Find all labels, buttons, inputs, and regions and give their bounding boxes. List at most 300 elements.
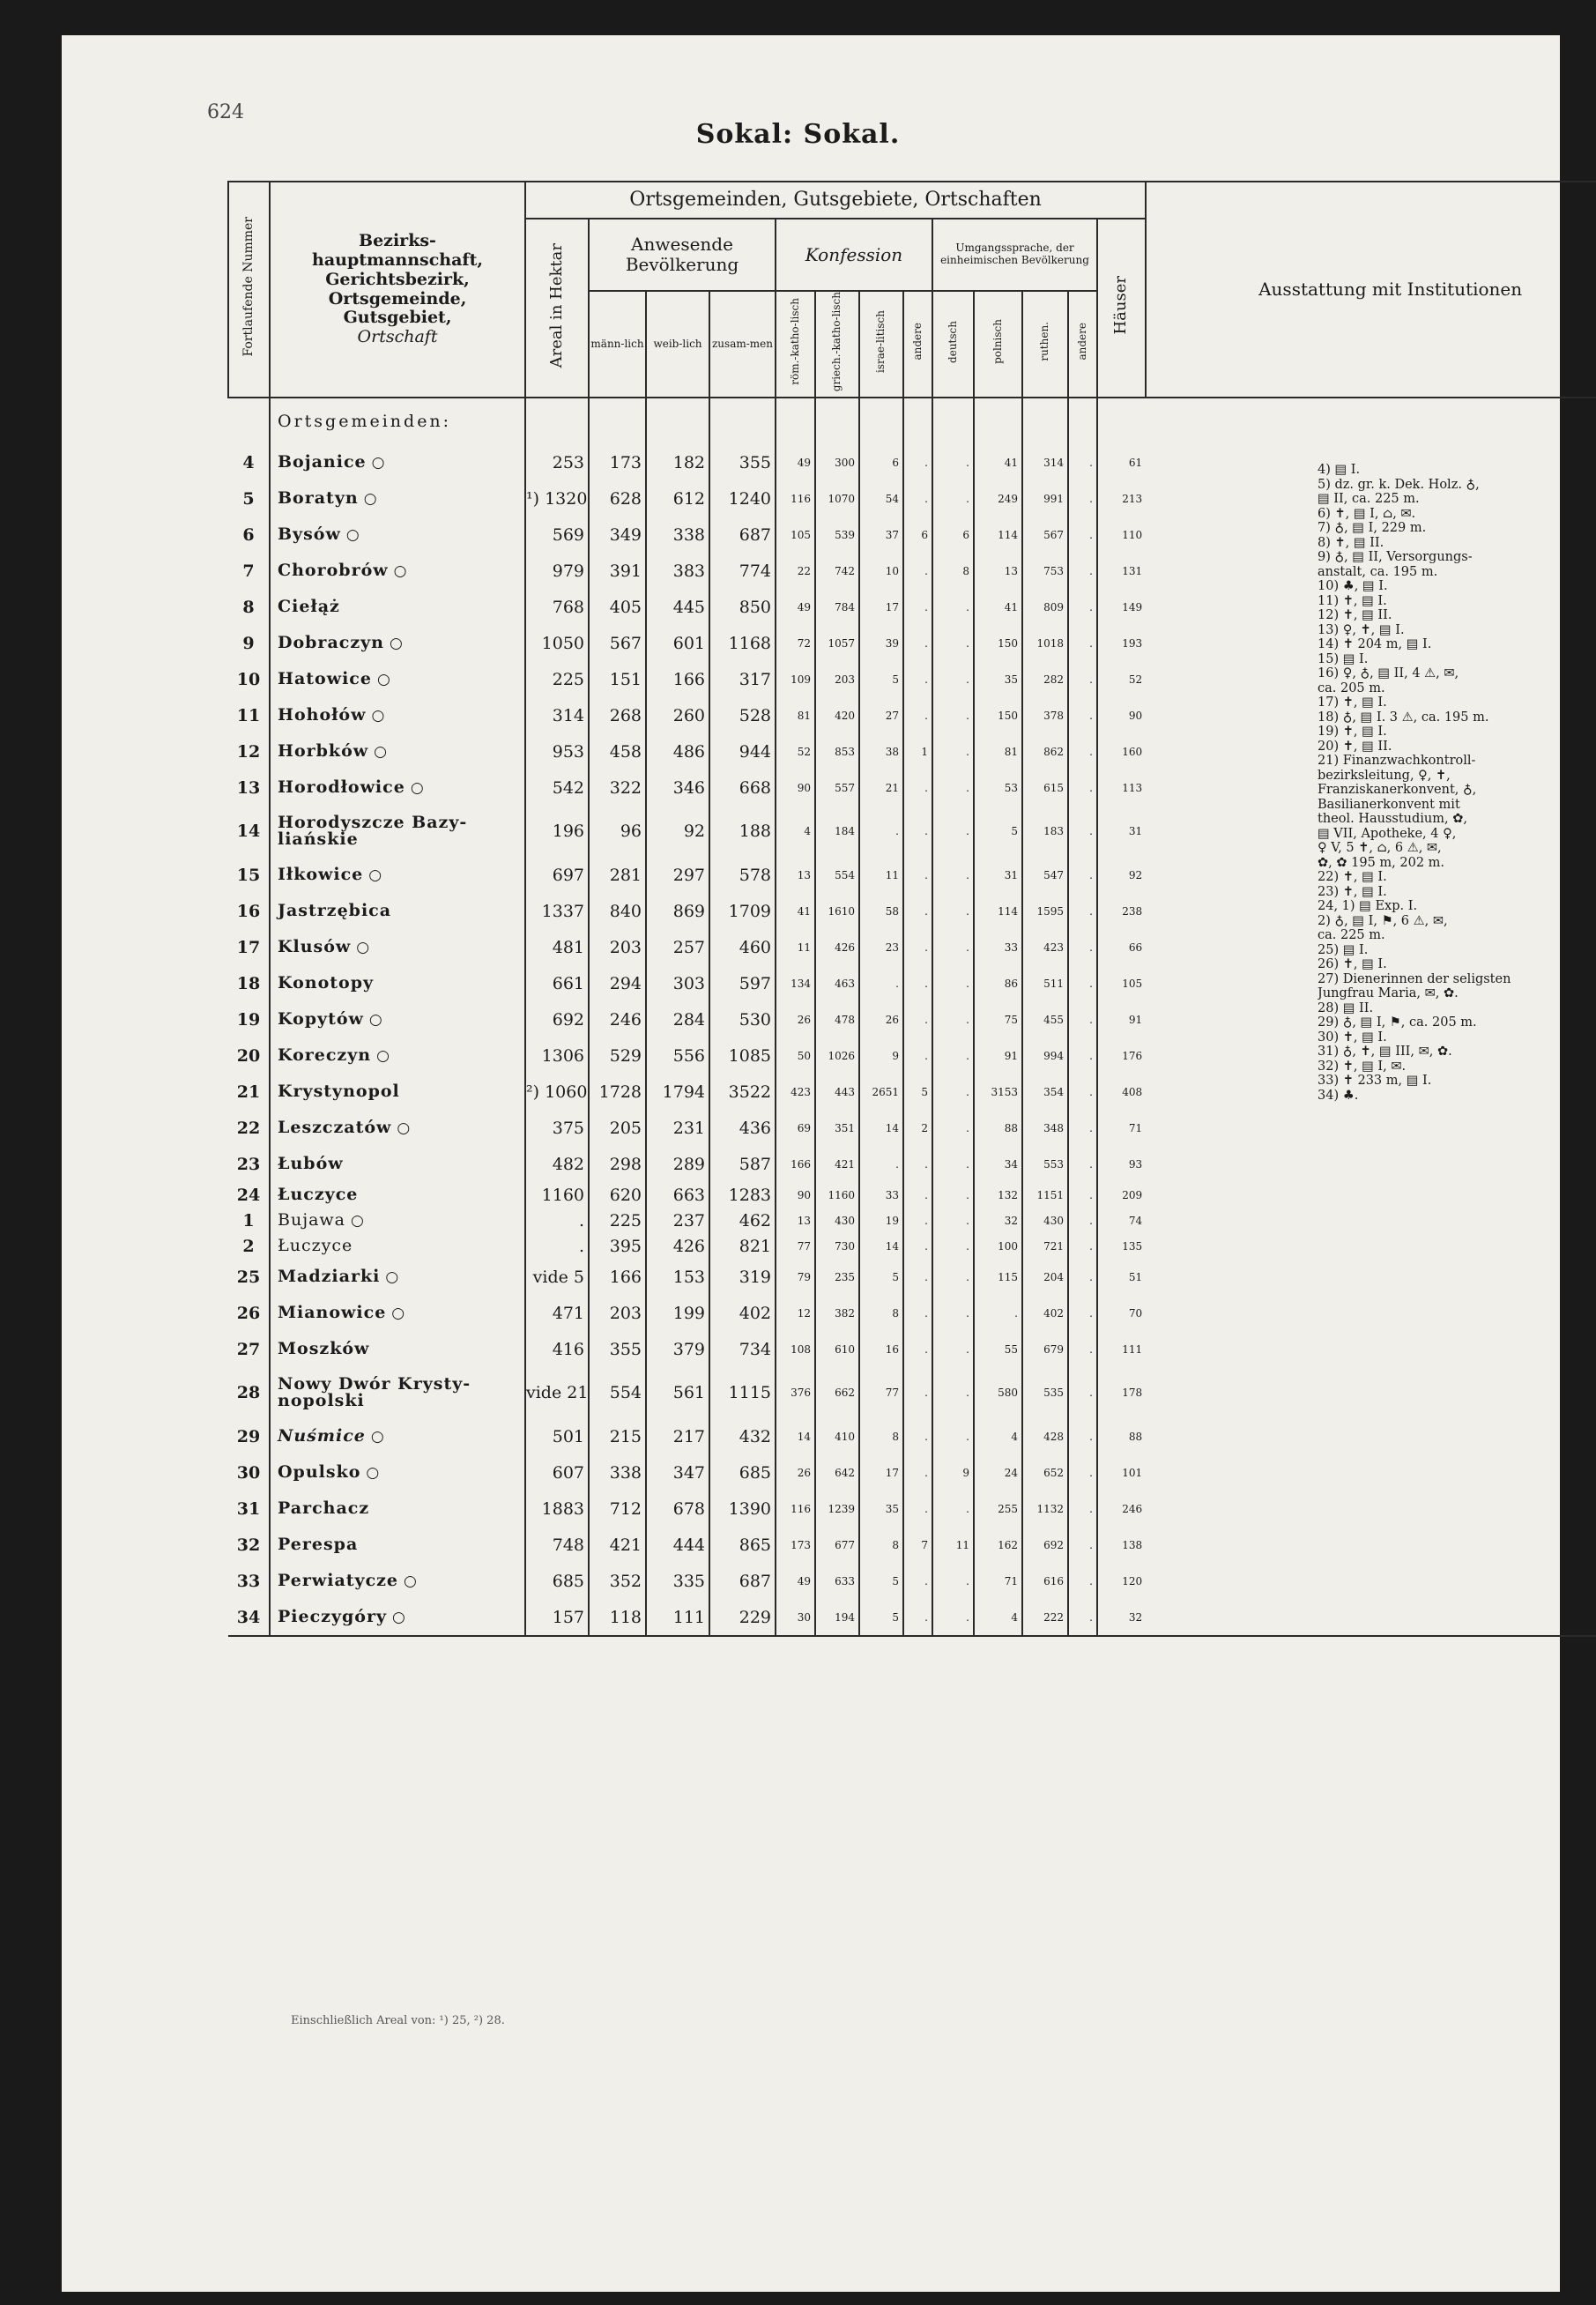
cell-gk: 382 (815, 1295, 859, 1331)
place-name-cell (270, 444, 525, 480)
cell-gk: 184 (815, 806, 859, 857)
cell-w: 556 (646, 1037, 709, 1074)
note-line: 12) ✝, ▤ II. (1318, 608, 1392, 622)
note-line: 22) ✝, ▤ I. (1318, 870, 1387, 884)
cell-ru: 692 (1022, 1527, 1068, 1563)
cell-de: . (932, 1418, 974, 1454)
circle-marker: ○ (391, 1305, 406, 1323)
note-line: 31) ♁, ✝, ▤ III, ✉, ✿. (1318, 1045, 1452, 1059)
note-line: 27) Dienerinnen der seligsten (1318, 971, 1511, 986)
place-name-cell (270, 1037, 525, 1074)
cell-m: 203 (589, 1295, 646, 1331)
cell-is: 38 (859, 733, 903, 770)
place-name: Bojanice (278, 452, 367, 472)
col-weiblich-header: weib-lich (646, 291, 709, 398)
cell-an2: . (1068, 1074, 1097, 1110)
cell-de: 6 (932, 517, 974, 553)
cell-z: 597 (709, 965, 776, 1001)
cell-gk: 642 (815, 1454, 859, 1491)
note-line: 34) ♣. (1318, 1088, 1359, 1103)
cell-an2: . (1068, 625, 1097, 661)
cell-po: 35 (974, 661, 1022, 697)
place-name: Horodłowice (278, 777, 405, 798)
note-line: 15) ▤ I. (1318, 651, 1369, 666)
cell-is: 23 (859, 929, 903, 965)
cell-w: 347 (646, 1454, 709, 1491)
col-polnisch-header: polnisch (974, 291, 1022, 398)
cell-rk: 109 (776, 661, 815, 697)
cell-an: . (903, 697, 932, 733)
cell-areal: 314 (525, 697, 589, 733)
circle-marker: ○ (368, 866, 383, 885)
cell-an2: . (1068, 965, 1097, 1001)
cell-h: 113 (1097, 770, 1146, 806)
circle-marker: ○ (356, 939, 371, 957)
place-name: Nuśmice (278, 1426, 366, 1446)
cell-is: 5 (859, 1259, 903, 1295)
cell-w: 231 (646, 1110, 709, 1146)
cell-ru: 511 (1022, 965, 1068, 1001)
cell-m: 554 (589, 1367, 646, 1418)
cell-ru: 994 (1022, 1037, 1068, 1074)
cell-w: 257 (646, 929, 709, 965)
note-line: 30) ✝, ▤ I. (1318, 1030, 1387, 1045)
cell-po: 115 (974, 1259, 1022, 1295)
row-number: 20 (236, 1045, 261, 1066)
cell-h: 178 (1097, 1367, 1146, 1418)
cell-an: 6 (903, 517, 932, 553)
cell-ru: 721 (1022, 1233, 1068, 1259)
cell-m: 529 (589, 1037, 646, 1074)
cell-w: 217 (646, 1418, 709, 1454)
note-line: ca. 205 m. (1318, 680, 1385, 695)
cell-is: . (859, 965, 903, 1001)
note-line: 16) ♀, ♁, ▤ II, 4 ⚠, ✉, (1318, 666, 1459, 680)
cell-an2: . (1068, 1454, 1097, 1491)
cell-w: 297 (646, 857, 709, 893)
cell-an: 5 (903, 1074, 932, 1110)
cell-an: . (903, 1491, 932, 1527)
cell-an2: . (1068, 1037, 1097, 1074)
cell-an: . (903, 893, 932, 929)
cell-h: 71 (1097, 1110, 1146, 1146)
cell-rk: 90 (776, 1182, 815, 1208)
place-name-cell (270, 480, 525, 517)
col-name-header: Bezirks- hauptmannschaft, Gerichtsbezirk, Ortsgemeinde, Gutsgebiet, Ortschaft (270, 182, 525, 398)
cell-h: 149 (1097, 589, 1146, 625)
cell-de: 11 (932, 1527, 974, 1563)
cell-h: 70 (1097, 1295, 1146, 1331)
place-name: Boratyn (278, 488, 359, 509)
table-row (228, 1208, 1596, 1233)
cell-is: 8 (859, 1527, 903, 1563)
cell-z: 319 (709, 1259, 776, 1295)
place-name: Bujawa (278, 1210, 346, 1231)
cell-areal: 225 (525, 661, 589, 697)
row-number: 7 (242, 561, 255, 581)
cell-gk: 557 (815, 770, 859, 806)
row-number: 4 (242, 452, 255, 472)
cell-gk: 1160 (815, 1182, 859, 1208)
cell-po: 32 (974, 1208, 1022, 1233)
note-line: 24, 1) ▤ Exp. I. (1318, 899, 1418, 913)
place-name: Chorobrów (278, 561, 389, 581)
cell-ru: 567 (1022, 517, 1068, 553)
place-name-cell (270, 1599, 525, 1636)
cell-rk: 13 (776, 857, 815, 893)
row-number: 28 (236, 1383, 261, 1403)
note-line: Franziskanerkonvent, ♁, (1318, 783, 1477, 797)
cell-po: 33 (974, 929, 1022, 965)
cell-ru: 809 (1022, 589, 1068, 625)
place-name-cell (270, 553, 525, 589)
place-name: Konotopy (278, 973, 375, 993)
cell-z: 668 (709, 770, 776, 806)
cell-z: 578 (709, 857, 776, 893)
cell-an: . (903, 1295, 932, 1331)
cell-an: . (903, 661, 932, 697)
cell-po: 41 (974, 444, 1022, 480)
cell-an: . (903, 965, 932, 1001)
cell-an2: . (1068, 1110, 1097, 1146)
cell-is: 37 (859, 517, 903, 553)
cell-z: 460 (709, 929, 776, 965)
place-name: Iłkowice (278, 865, 364, 885)
cell-gk: 421 (815, 1146, 859, 1182)
circle-marker: ○ (385, 1268, 400, 1287)
cell-w: 444 (646, 1527, 709, 1563)
row-number: 17 (236, 937, 261, 957)
cell-an2: . (1068, 697, 1097, 733)
cell-gk: 430 (815, 1208, 859, 1233)
circle-marker: ○ (345, 526, 360, 545)
cell-an: . (903, 1259, 932, 1295)
cell-areal: 979 (525, 553, 589, 589)
cell-h: 91 (1097, 1001, 1146, 1037)
cell-de: 8 (932, 553, 974, 589)
cell-gk: 351 (815, 1110, 859, 1146)
place-name-cell (270, 1146, 525, 1182)
cell-spacer (1146, 1491, 1596, 1527)
note-line: theol. Hausstudium, ✿, (1318, 812, 1467, 826)
row-number: 30 (236, 1462, 261, 1483)
circle-marker: ○ (363, 490, 378, 509)
cell-an: . (903, 857, 932, 893)
cell-ru: 428 (1022, 1418, 1068, 1454)
cell-an2: . (1068, 1418, 1097, 1454)
cell-de: . (932, 965, 974, 1001)
cell-an2: . (1068, 1367, 1097, 1418)
cell-ru: 553 (1022, 1146, 1068, 1182)
cell-rk: 52 (776, 733, 815, 770)
cell-an2: . (1068, 1146, 1097, 1182)
note-line: 13) ♀, ✝, ▤ I. (1318, 622, 1405, 637)
cell-de: . (932, 589, 974, 625)
cell-z: 1709 (709, 893, 776, 929)
section-row (228, 398, 1596, 444)
table-row (228, 1491, 1596, 1527)
place-name-cell (270, 1182, 525, 1208)
row-number: 18 (236, 973, 261, 993)
cell-m: 338 (589, 1454, 646, 1491)
cell-m: 355 (589, 1331, 646, 1367)
cell-an2: . (1068, 1295, 1097, 1331)
group-sprache-header: Umgangssprache, der einheimischen Bevölkerung (932, 219, 1097, 291)
cell-areal: 253 (525, 444, 589, 480)
circle-marker: ○ (393, 562, 408, 581)
table-header (228, 182, 1596, 398)
row-number: 8 (242, 597, 255, 617)
row-number: 14 (236, 822, 261, 842)
cell-po: . (974, 1295, 1022, 1331)
cell-po: 249 (974, 480, 1022, 517)
cell-z: 687 (709, 517, 776, 553)
page-number: 624 (207, 101, 244, 123)
place-name-cell (270, 1367, 525, 1418)
cell-z: 865 (709, 1527, 776, 1563)
table-row (228, 1563, 1596, 1599)
cell-spacer (1146, 1599, 1596, 1636)
cell-gk: 633 (815, 1563, 859, 1599)
cell-spacer (1146, 1233, 1596, 1259)
row-number: 23 (236, 1154, 261, 1174)
cell-rk: 50 (776, 1037, 815, 1074)
cell-an2: . (1068, 1233, 1097, 1259)
cell-an: . (903, 1331, 932, 1367)
note-line: 19) ✝, ▤ I. (1318, 725, 1387, 739)
circle-marker: ○ (389, 635, 404, 653)
cell-areal: 1160 (525, 1182, 589, 1208)
cell-h: 51 (1097, 1259, 1146, 1295)
cell-spacer (1146, 1527, 1596, 1563)
table-row (228, 1110, 1596, 1146)
note-line: 28) ▤ II. (1318, 1000, 1374, 1015)
note-line: ▤ II, ca. 225 m. (1318, 492, 1420, 506)
cell-rk: 116 (776, 1491, 815, 1527)
cell-h: 101 (1097, 1454, 1146, 1491)
cell-gk: 1610 (815, 893, 859, 929)
cell-h: 160 (1097, 733, 1146, 770)
row-number: 1 (242, 1210, 255, 1231)
cell-rk: 116 (776, 480, 815, 517)
cell-m: 203 (589, 929, 646, 965)
cell-ru: 348 (1022, 1110, 1068, 1146)
note-line: 5) dz. gr. k. Dek. Holz. ♁, (1318, 477, 1480, 492)
cell-rk: 41 (776, 893, 815, 929)
cell-is: 5 (859, 1563, 903, 1599)
cell-w: 338 (646, 517, 709, 553)
row-number: 11 (236, 705, 261, 725)
cell-de: . (932, 444, 974, 480)
place-name-cell (270, 965, 525, 1001)
cell-ru: 991 (1022, 480, 1068, 517)
cell-is: 2651 (859, 1074, 903, 1110)
row-number: 29 (236, 1426, 261, 1446)
cell-ru: 652 (1022, 1454, 1068, 1491)
col-ausstattung-header: Ausstattung mit Institutionen (1146, 182, 1596, 398)
cell-is: 19 (859, 1208, 903, 1233)
cell-po: 55 (974, 1331, 1022, 1367)
cell-de: . (932, 1233, 974, 1259)
cell-gk: 426 (815, 929, 859, 965)
cell-rk: 12 (776, 1295, 815, 1331)
place-name: Kopytów (278, 1009, 364, 1030)
place-name: Krystynopol (278, 1082, 400, 1102)
cell-rk: 90 (776, 770, 815, 806)
cell-de: . (932, 857, 974, 893)
cell-w: 335 (646, 1563, 709, 1599)
note-line: 25) ▤ I. (1318, 942, 1369, 957)
cell-po: 71 (974, 1563, 1022, 1599)
cell-an2: . (1068, 1527, 1097, 1563)
cell-h: 176 (1097, 1037, 1146, 1074)
cell-z: 229 (709, 1599, 776, 1636)
cell-areal: 569 (525, 517, 589, 553)
cell-w: 445 (646, 589, 709, 625)
cell-po: 41 (974, 589, 1022, 625)
cell-h: 31 (1097, 806, 1146, 857)
cell-de: . (932, 1182, 974, 1208)
cell-an2: . (1068, 589, 1097, 625)
place-name: Łubów (278, 1154, 344, 1174)
place-name-cell (270, 733, 525, 770)
cell-ru: 222 (1022, 1599, 1068, 1636)
note-line: 7) ♁, ▤ I, 229 m. (1318, 521, 1427, 535)
group-main-header: Ortsgemeinden, Gutsgebiete, Ortschaften (525, 182, 1146, 219)
note-line: 18) ♁, ▤ I. 3 ⚠, ca. 195 m. (1318, 710, 1489, 725)
cell-gk: 194 (815, 1599, 859, 1636)
note-line: 33) ✝ 233 m, ▤ I. (1318, 1074, 1432, 1088)
table-row (228, 1182, 1596, 1208)
place-name: Pieczygóry (278, 1607, 387, 1627)
cell-areal: 1883 (525, 1491, 589, 1527)
cell-rk: 49 (776, 444, 815, 480)
cell-po: 5 (974, 806, 1022, 857)
cell-rk: 81 (776, 697, 815, 733)
cell-an: . (903, 806, 932, 857)
place-name-cell (270, 1110, 525, 1146)
cell-m: 281 (589, 857, 646, 893)
cell-is: 35 (859, 1491, 903, 1527)
cell-m: 294 (589, 965, 646, 1001)
cell-h: 193 (1097, 625, 1146, 661)
cell-spacer (1146, 1182, 1596, 1208)
cell-ru: 430 (1022, 1208, 1068, 1233)
cell-areal: . (525, 1233, 589, 1259)
place-name: Parchacz (278, 1498, 370, 1519)
row-number: 25 (236, 1267, 261, 1287)
cell-ru: 378 (1022, 697, 1068, 733)
place-name-cell (270, 625, 525, 661)
place-name: Łuczyce (278, 1236, 353, 1256)
cell-z: 850 (709, 589, 776, 625)
place-name: Nowy Dwór Krysty-nopolski (278, 1374, 471, 1411)
cell-rk: 4 (776, 806, 815, 857)
col-zusammen-header: zusam-men (709, 291, 776, 398)
cell-rk: 49 (776, 589, 815, 625)
cell-rk: 11 (776, 929, 815, 965)
cell-areal: 607 (525, 1454, 589, 1491)
cell-w: 561 (646, 1367, 709, 1418)
cell-is: 10 (859, 553, 903, 589)
cell-rk: 79 (776, 1259, 815, 1295)
cell-de: . (932, 806, 974, 857)
cell-h: 74 (1097, 1208, 1146, 1233)
cell-is: 21 (859, 770, 903, 806)
cell-an2: . (1068, 1491, 1097, 1527)
cell-gk: 610 (815, 1331, 859, 1367)
cell-h: 135 (1097, 1233, 1146, 1259)
cell-h: 66 (1097, 929, 1146, 965)
cell-po: 53 (974, 770, 1022, 806)
cell-de: . (932, 929, 974, 965)
place-name-cell (270, 1418, 525, 1454)
cell-is: 39 (859, 625, 903, 661)
cell-rk: 26 (776, 1001, 815, 1037)
cell-z: 587 (709, 1146, 776, 1182)
cell-ru: 402 (1022, 1295, 1068, 1331)
cell-m: 620 (589, 1182, 646, 1208)
cell-de: . (932, 1259, 974, 1295)
cell-ru: 204 (1022, 1259, 1068, 1295)
section-label: Ortsgemeinden: (270, 398, 525, 444)
cell-ru: 616 (1022, 1563, 1068, 1599)
place-name-cell (270, 1563, 525, 1599)
place-name-cell (270, 1259, 525, 1295)
cell-po: 81 (974, 733, 1022, 770)
cell-z: 462 (709, 1208, 776, 1233)
cell-an: 1 (903, 733, 932, 770)
cell-m: 96 (589, 806, 646, 857)
cell-an2: . (1068, 733, 1097, 770)
circle-marker: ○ (370, 1428, 385, 1446)
note-line: Jungfrau Maria, ✉, ✿. (1318, 986, 1459, 1000)
row-number: 19 (236, 1009, 261, 1030)
cell-de: . (932, 697, 974, 733)
note-line: 20) ✝, ▤ II. (1318, 739, 1392, 754)
cell-an2: . (1068, 1208, 1097, 1233)
cell-w: 426 (646, 1233, 709, 1259)
cell-de: . (932, 1491, 974, 1527)
cell-z: 436 (709, 1110, 776, 1146)
cell-gk: 662 (815, 1367, 859, 1418)
cell-m: 166 (589, 1259, 646, 1295)
cell-gk: 1070 (815, 480, 859, 517)
cell-de: . (932, 770, 974, 806)
cell-areal: 501 (525, 1418, 589, 1454)
cell-de: . (932, 1037, 974, 1074)
place-name-cell (270, 857, 525, 893)
note-line: 4) ▤ I. (1318, 463, 1361, 477)
page-title: Sokal: Sokal. (695, 119, 901, 150)
cell-h: 52 (1097, 661, 1146, 697)
cell-m: 391 (589, 553, 646, 589)
cell-spacer (1146, 1367, 1596, 1418)
note-line: 21) Finanzwachkontroll- (1318, 754, 1476, 768)
cell-w: 601 (646, 625, 709, 661)
row-number: 26 (236, 1303, 261, 1323)
note-line: Basilianerkonvent mit (1318, 797, 1460, 812)
cell-h: 209 (1097, 1182, 1146, 1208)
cell-w: 182 (646, 444, 709, 480)
cell-areal: 1050 (525, 625, 589, 661)
note-line: 10) ♣, ▤ I. (1318, 579, 1388, 593)
place-name-cell (270, 1527, 525, 1563)
cell-ru: 1132 (1022, 1491, 1068, 1527)
col-ruthen-header: ruthen. (1022, 291, 1068, 398)
cell-m: 151 (589, 661, 646, 697)
place-name-cell (270, 1233, 525, 1259)
